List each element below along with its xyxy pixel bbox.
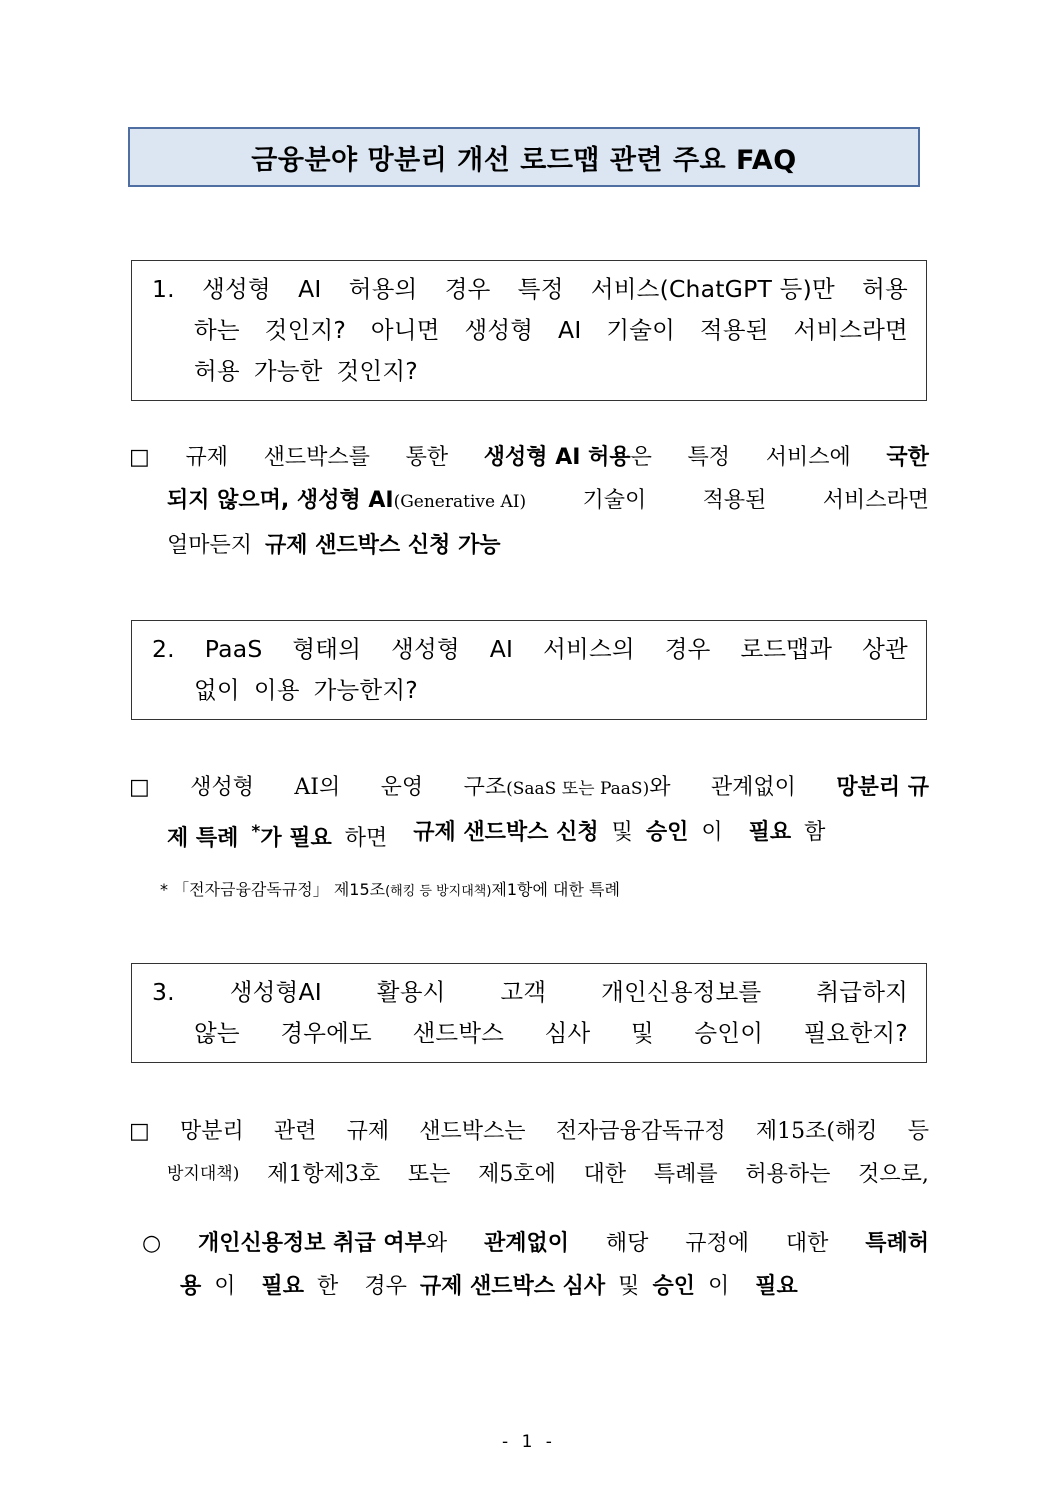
a-word: 대한 — [583, 1162, 627, 1187]
question-2-line-2 — [152, 670, 908, 711]
answer-3-line-2 — [129, 1153, 929, 1196]
q-word: 3. — [152, 978, 175, 1006]
a-word: 함 — [804, 820, 826, 845]
bold-phrase: 생성형 AI 허용 — [483, 445, 631, 470]
bold-phrase: 제 특례 — [167, 826, 239, 852]
q-word: 및 — [630, 1019, 654, 1047]
q-word: 승인이 — [694, 1019, 764, 1047]
question-1-line-3 — [152, 351, 908, 392]
answer-3-line-1 — [129, 1110, 929, 1153]
q-word: 경우 — [664, 635, 711, 663]
a-word: 제15조(해킹 — [755, 1119, 878, 1144]
a-word: 제1항제3호 — [267, 1162, 381, 1187]
bold-phrase: 승인 — [645, 820, 689, 845]
a-word: 및 — [611, 820, 633, 845]
question-1-line-2 — [152, 310, 908, 351]
q-word: 서비스라면 — [793, 316, 908, 344]
bold-phrase: 규제 샌드박스 신청 — [413, 820, 599, 845]
q-word: 개인신용정보를 — [601, 978, 762, 1006]
a-word: 제5호에 — [478, 1162, 556, 1187]
a-word — [484, 436, 652, 479]
q-word: 1. — [152, 275, 175, 303]
a-word: 이 — [707, 1274, 730, 1299]
a-word: 와 — [425, 1231, 448, 1256]
footnote — [160, 877, 620, 900]
a-word — [167, 479, 526, 524]
q-word: 가능한지? — [313, 676, 418, 704]
a-word: 구조 — [463, 775, 507, 800]
a-word: 관계없이 — [710, 775, 796, 800]
a-word: 등 — [907, 1119, 929, 1144]
a-word: 기술이 — [582, 488, 647, 513]
q-word: AI — [489, 635, 514, 663]
answer-1 — [129, 436, 929, 567]
a-word: 통한 — [405, 445, 449, 470]
q-word: 필요한지? — [803, 1019, 908, 1047]
bold-phrase: 승인 — [652, 1274, 695, 1299]
q-word: 특정 — [517, 275, 564, 303]
a-word — [198, 1222, 447, 1265]
q-word: 것인지? — [336, 357, 418, 385]
a-word: 얼마든지 — [167, 533, 253, 558]
question-1-line-1 — [152, 269, 908, 310]
q-word: 로드맵과 — [740, 635, 833, 663]
question-3-line-1 — [152, 972, 908, 1013]
q-word: 가능한 — [253, 357, 323, 385]
answer-2 — [129, 766, 929, 860]
q-word: 허용 — [862, 275, 908, 303]
a-word: 특례를 — [653, 1162, 718, 1187]
q-word: AI — [558, 316, 582, 344]
a-word: 생성형 — [190, 775, 254, 800]
answer-1-line-1 — [129, 436, 929, 479]
answer-3-sub-line-2 — [142, 1265, 929, 1308]
a-word: 허용하는 — [745, 1162, 831, 1187]
q-word: 생성형 — [464, 316, 534, 344]
bold-phrase: 가 필요 — [260, 826, 332, 852]
circle-bullet-icon: ○ — [142, 1231, 162, 1256]
a-word: 서비스에 — [765, 445, 851, 470]
q-word: 경우 — [444, 275, 491, 303]
q-word: 2. — [152, 635, 175, 663]
a-word: 경우 — [364, 1274, 407, 1299]
q-word: 상관 — [862, 635, 908, 663]
q-word: 경우에도 — [280, 1019, 372, 1047]
a-word: 샌드박스를 — [263, 445, 370, 470]
a-word: 및 — [618, 1274, 640, 1299]
a-word: 한 — [317, 1274, 339, 1299]
q-word: 이용 — [253, 676, 300, 704]
q-word: 서비스의 — [543, 635, 635, 663]
answer-1-line-2 — [129, 479, 929, 524]
checkbox-bullet-icon: □ — [129, 445, 150, 470]
answer-3 — [129, 1110, 929, 1196]
a-word — [464, 766, 671, 811]
footnote-paren: (해킹 등 방지대책) — [385, 884, 492, 899]
q-word: 않는 — [194, 1019, 240, 1047]
footnote-marker: * — [251, 822, 261, 842]
a-word — [749, 811, 839, 860]
a-word — [167, 811, 400, 860]
bold-phrase: 특례허 — [865, 1231, 929, 1256]
checkbox-bullet-icon: □ — [129, 1119, 150, 1144]
a-word: 전자금융감독규정 — [555, 1119, 726, 1144]
q-word: 심사 — [544, 1019, 591, 1047]
bold-phrase: 용 — [180, 1274, 202, 1299]
a-word — [646, 811, 736, 860]
bold-phrase: 필요 — [748, 820, 792, 845]
a-word: 하면 — [344, 826, 388, 852]
a-word — [652, 1265, 742, 1308]
a-word: 서비스라면 — [822, 488, 929, 513]
a-word: 은 — [630, 445, 652, 470]
a-word: 운영 — [380, 775, 424, 800]
bold-phrase: 망분리 규 — [836, 775, 929, 800]
a-word: 이 — [214, 1274, 236, 1299]
q-word: 것인지? — [264, 316, 347, 344]
q-word: 허용 — [194, 357, 240, 385]
q-word: 샌드박스 — [412, 1019, 505, 1047]
a-word: 샌드박스는 — [419, 1119, 526, 1144]
q-word: 적용된 — [699, 316, 769, 344]
a-word — [180, 1265, 249, 1308]
q-word: 없이 — [194, 676, 240, 704]
a-word: AI의 — [294, 775, 341, 800]
page-number: - 1 - — [502, 1432, 556, 1452]
a-word: 와 — [649, 775, 671, 800]
q-word: 고객 — [500, 978, 547, 1006]
a-word: 또는 — [407, 1162, 451, 1187]
question-3-box — [131, 963, 927, 1063]
footnote-suffix: 제1항에 대한 특례 — [491, 880, 620, 899]
q-word: 취급하지 — [816, 978, 908, 1006]
answer-1-line-3 — [129, 524, 929, 567]
q-word: 생성형 — [202, 275, 271, 303]
q-word: 형태의 — [292, 635, 362, 663]
a-word: 규제 — [185, 445, 228, 470]
bold-phrase: 필요 — [261, 1274, 305, 1299]
a-word: 해당 — [605, 1231, 649, 1256]
q-word: 서비스(ChatGPT 등)만 — [590, 275, 835, 303]
question-2-box — [131, 620, 927, 720]
bold-phrase: 되지 않으며, 생성형 AI — [167, 488, 394, 513]
bold-phrase: 필요 — [755, 1274, 798, 1299]
bold-phrase: 규제 샌드박스 신청 가능 — [265, 533, 501, 558]
bold-phrase: 규제 샌드박스 심사 — [419, 1274, 606, 1299]
a-word: 적용된 — [702, 488, 767, 513]
question-3-line-2 — [152, 1013, 908, 1054]
a-word: 것으로, — [858, 1162, 929, 1187]
small-text: (Generative AI) — [393, 492, 527, 512]
answer-3-sub — [142, 1222, 929, 1308]
q-word: 기술이 — [606, 316, 676, 344]
question-2-line-1 — [152, 629, 908, 670]
a-word: 관련 — [273, 1119, 317, 1144]
q-word: PaaS — [204, 635, 263, 663]
q-word: 하는 — [194, 316, 240, 344]
a-word: 규정에 — [685, 1231, 749, 1256]
answer-2-line-2 — [129, 811, 929, 860]
a-word: 대한 — [785, 1231, 829, 1256]
a-word: 이 — [701, 820, 723, 845]
a-word: 특정 — [687, 445, 731, 470]
small-text: 방지대책) — [167, 1164, 240, 1184]
a-word — [262, 1265, 352, 1308]
checkbox-bullet-icon: □ — [129, 775, 150, 800]
a-word: 규제 — [346, 1119, 390, 1144]
a-word: 망분리 — [179, 1119, 244, 1144]
q-word: 생성형AI — [229, 978, 322, 1006]
answer-3-sub-line-1 — [142, 1222, 929, 1265]
small-text: (SaaS 또는 PaaS) — [506, 779, 650, 799]
q-word: AI — [298, 275, 322, 303]
q-word: 활용시 — [376, 978, 446, 1006]
bold-phrase: 관계없이 — [484, 1231, 570, 1256]
page-title: 금융분야 망분리 개선 로드맵 관련 주요 FAQ — [128, 127, 920, 187]
question-1-box — [131, 260, 927, 401]
answer-2-line-1 — [129, 766, 929, 811]
bold-phrase: 국한 — [886, 445, 929, 470]
q-word: 생성형 — [391, 635, 460, 663]
footnote-prefix: * 「전자금융감독규정」 제15조 — [160, 880, 386, 899]
q-word: 허용의 — [348, 275, 418, 303]
q-word: 아니면 — [370, 316, 440, 344]
bold-phrase: 개인신용정보 취급 여부 — [198, 1231, 426, 1256]
